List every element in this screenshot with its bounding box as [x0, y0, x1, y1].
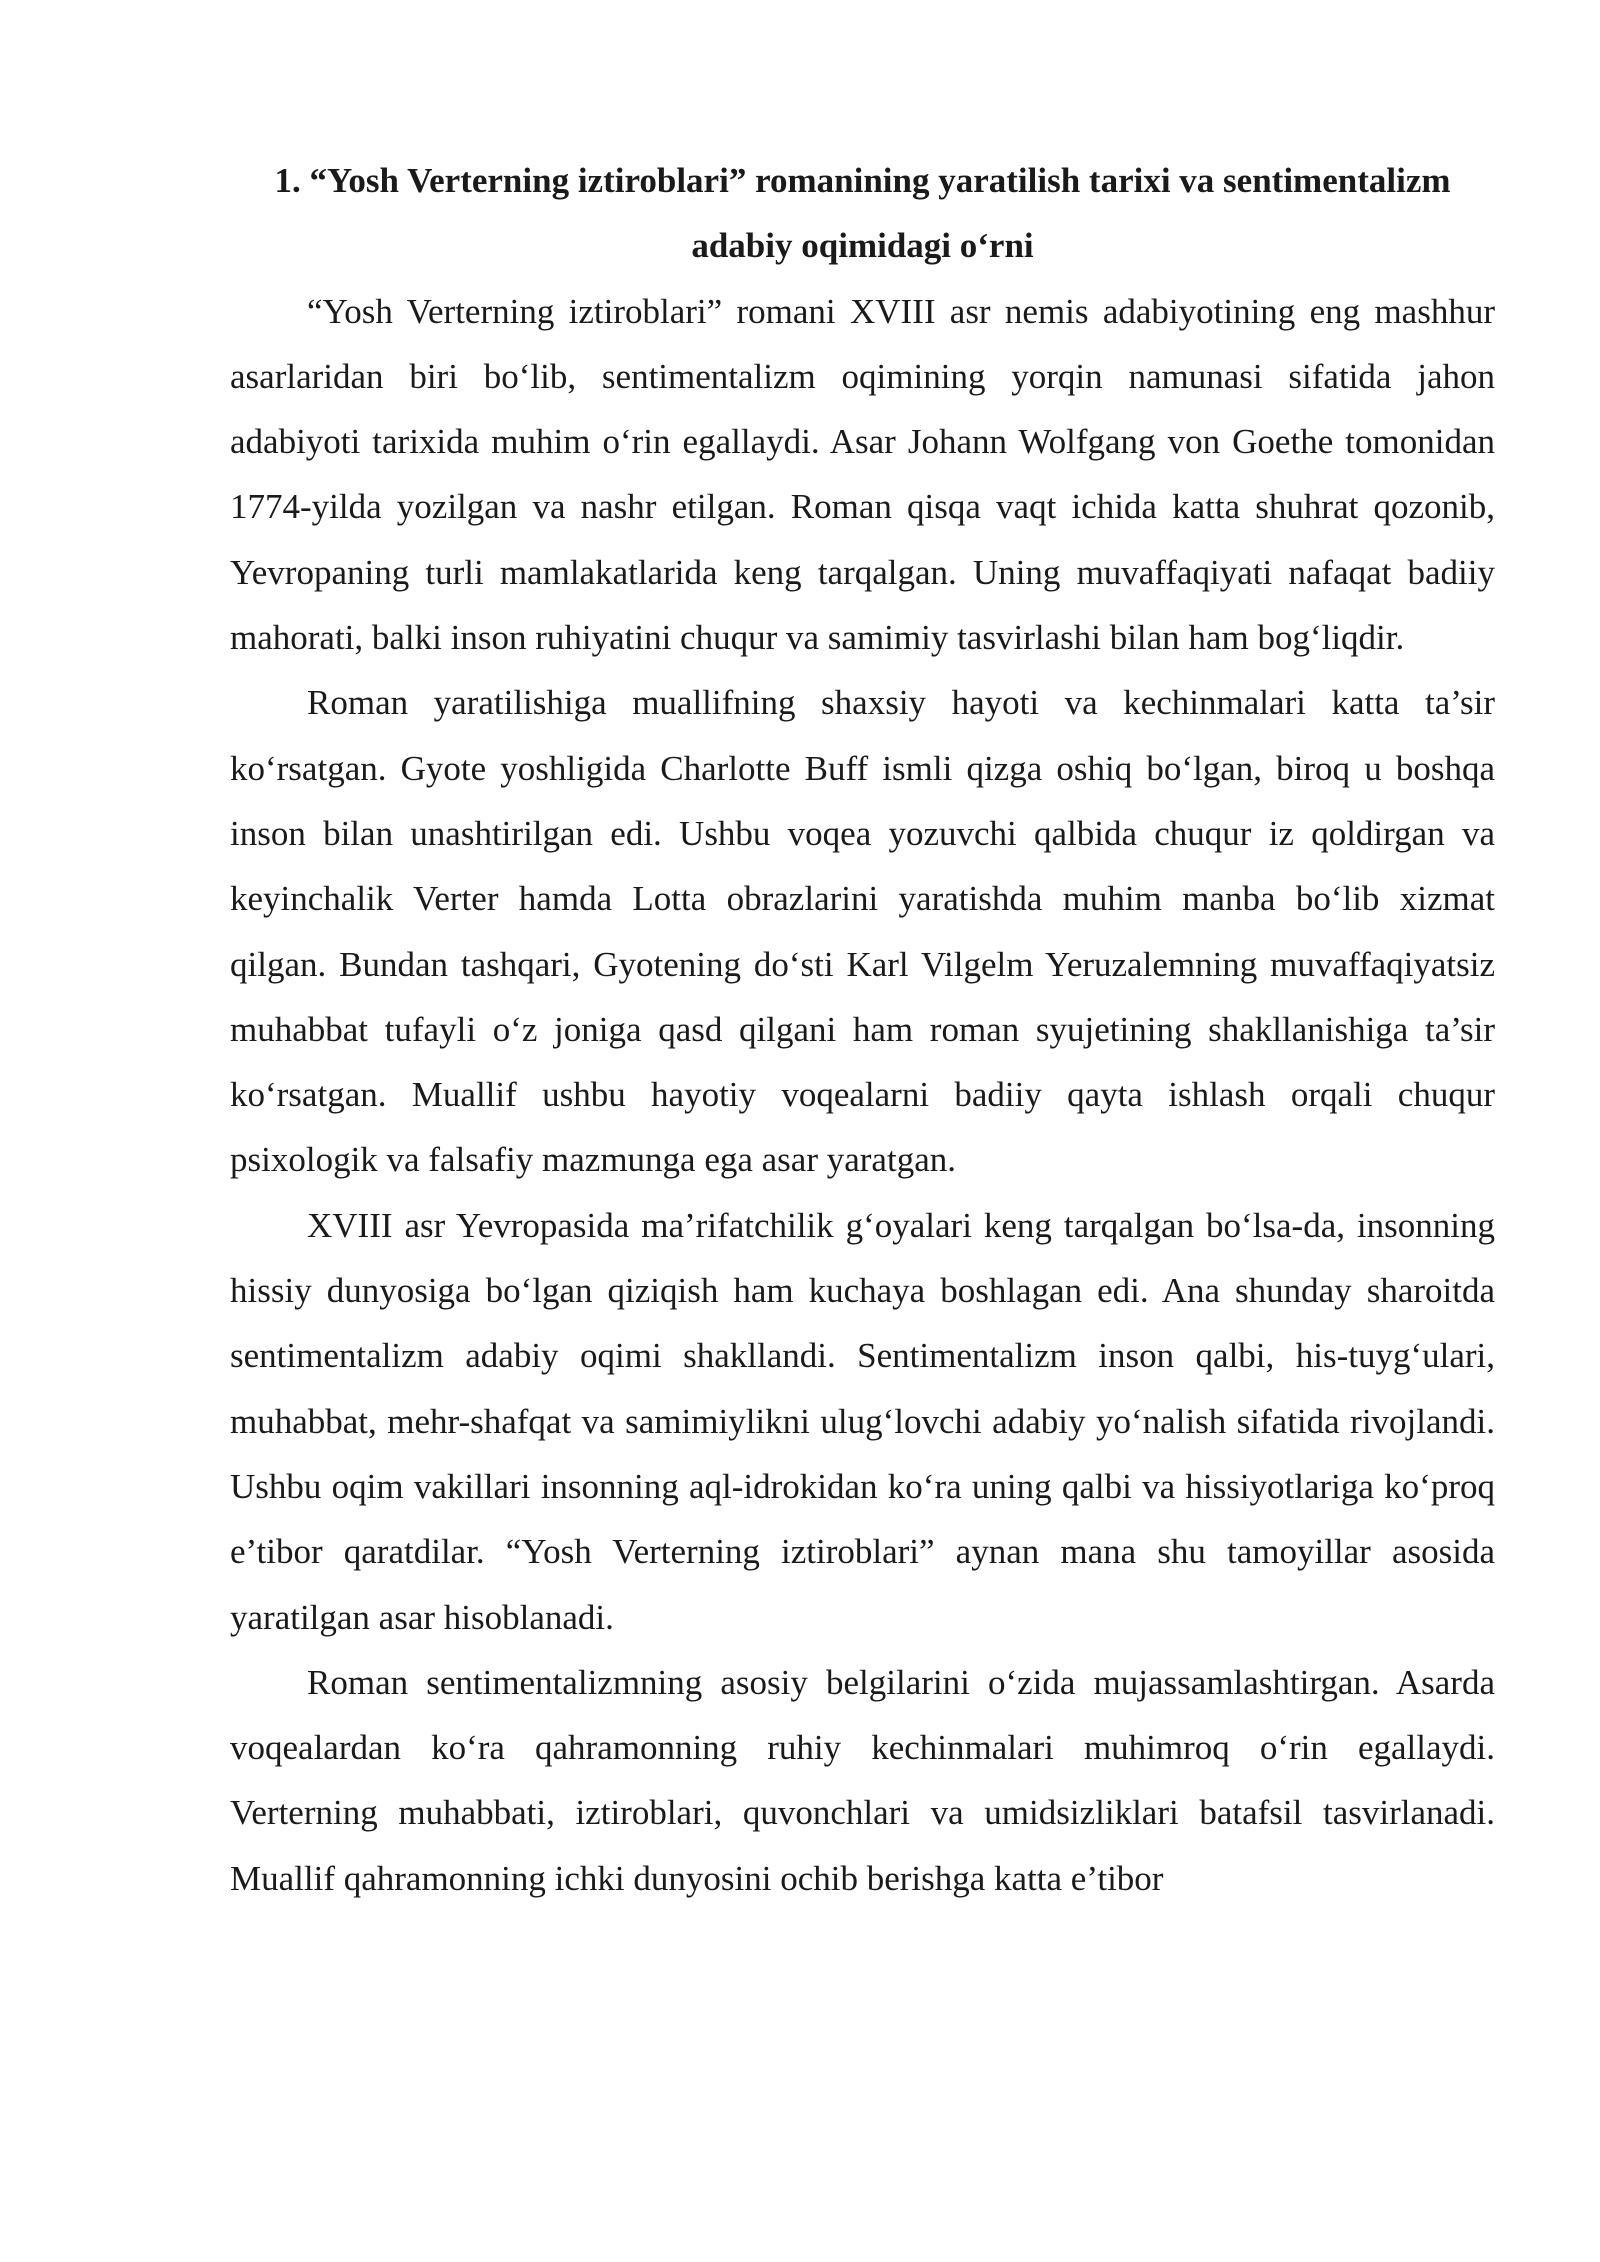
- paragraph-4: Roman sentimentalizmning asosiy belgilarini o‘zida mujassamlashtirgan. Asarda voqealardan ko‘ra qahramonning ruhiy kechinmalari muhimroq o‘rin egallaydi. Verterning muhabbati, iztiroblari, quvonchlari va umidsizliklari batafsil tasvirlanadi. Muallif qahramonning ichki dunyosini ochib berishga katta e’tibor: [230, 1662, 1495, 1898]
- paragraph-1: “Yosh Verterning iztiroblari” romani XVIII asr nemis adabiyotining eng mashhur asarlaridan biri bo‘lib, sentimentalizm oqimining yorqin namunasi sifatida jahon adabiyoti tarixida muhim o‘rin egallaydi. Asar Johann Wolfgang von Goethe tomonidan 1774-yilda yozilgan va nashr etilgan. Roman qisqa vaqt ichida katta shuhrat qozonib, Yevropaning turli mamlakatlarida keng tarqalgan. Uning muvaffaqiyati nafaqat badiiy mahorati, balki inson ruhiyatini chuqur va samimiy tasvirlashi bilan ham bog‘liqdir.: [230, 291, 1495, 658]
- section-heading: 1. “Yosh Verterning iztiroblari” romanining yaratilish tarixi va sentimentalizm adabiy oqimidagi o‘rni: [274, 161, 1451, 266]
- document-page: [230, 148, 1495, 1911]
- paragraph-3: XVIII asr Yevropasida ma’rifatchilik g‘oyalari keng tarqalgan bo‘lsa-da, insonning hissiy dunyosiga bo‘lgan qiziqish ham kuchaya boshlagan edi. Ana shunday sharoitda sentimentalizm adabiy oqimi shakllandi. Sentimentalizm inson qalbi, his-tuyg‘ulari, muhabbat, mehr-shafqat va samimiylikni ulug‘lovchi adabiy yo‘nalish sifatida rivojlandi. Ushbu oqim vakillari insonning aql-idrokidan ko‘ra uning qalbi va hissiyotlariga ko‘proq e’tibor qaratdilar. “Yosh Verterning iztiroblari” aynan mana shu tamoyillar asosida yaratilgan asar hisoblanadi.: [230, 1205, 1495, 1637]
- paragraph-2: Roman yaratilishiga muallifning shaxsiy hayoti va kechinmalari katta ta’sir ko‘rsatgan. Gyote yoshligida Charlotte Buff ismli qizga oshiq bo‘lgan, biroq u boshqa inson bilan unashtirilgan edi. Ushbu voqea yozuvchi qalbida chuqur iz qoldirgan va keyinchalik Verter hamda Lotta obrazlarini yaratishda muhim manba bo‘lib xizmat qilgan. Bundan tashqari, Gyotening do‘sti Karl Vilgelm Yeruzalemning muvaffaqiyatsiz muhabbat tufayli o‘z joniga qasd qilgani ham roman syujetining shakllanishiga ta’sir ko‘rsatgan. Muallif ushbu hayotiy voqealarni badiiy qayta ishlash orqali chuqur psixologik va falsafiy mazmunga ega asar yaratgan.: [230, 683, 1495, 1180]
